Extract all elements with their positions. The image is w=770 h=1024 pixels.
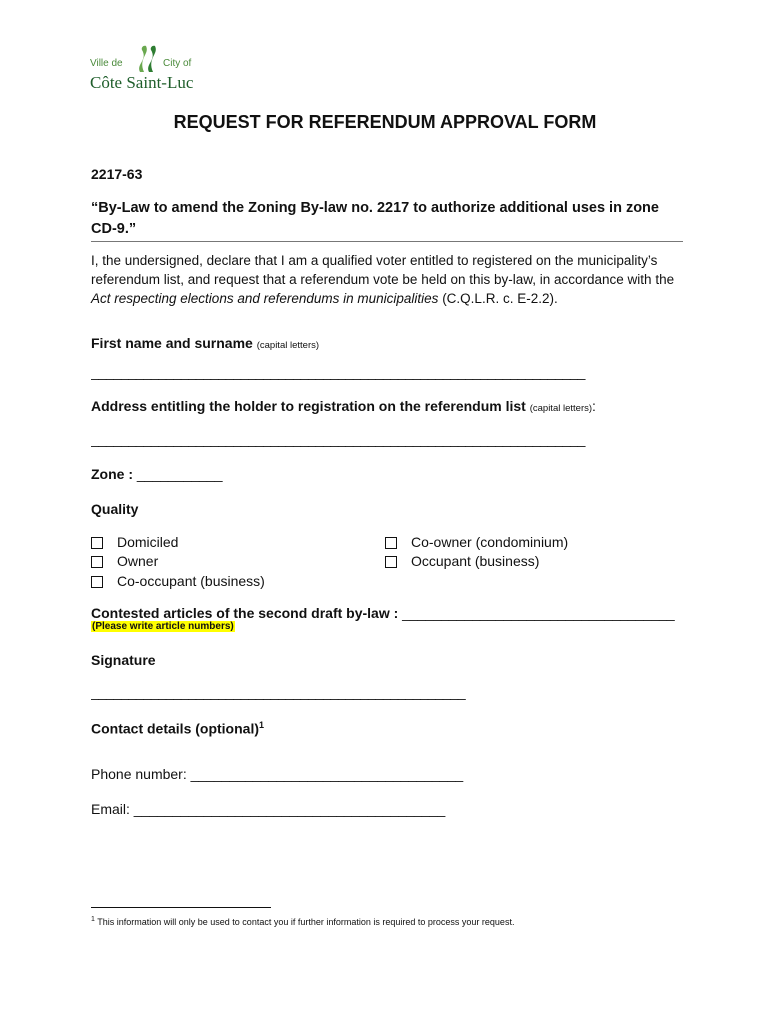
zone-label: Zone : bbox=[91, 466, 137, 482]
name-field-label bbox=[91, 335, 319, 351]
name-input-line[interactable]: __________________________________________________________________ bbox=[91, 364, 586, 380]
option-label: Co-owner (condominium) bbox=[411, 534, 569, 550]
contested-field bbox=[91, 605, 675, 621]
form-title: REQUEST FOR REFERENDUM APPROVAL FORM bbox=[173, 112, 597, 132]
option-label: Co-occupant (business) bbox=[117, 573, 265, 589]
contested-input-line[interactable]: ___________________________________ bbox=[402, 605, 675, 621]
zone-field bbox=[91, 466, 223, 482]
option-co-owner[interactable] bbox=[385, 534, 635, 552]
bylaw-number: 2217-63 bbox=[91, 166, 143, 182]
option-co-occupant[interactable] bbox=[91, 573, 341, 591]
declaration-text bbox=[91, 251, 683, 308]
email-field bbox=[91, 801, 445, 817]
declaration-part1: I, the undersigned, declare that I am a qualified voter entitled to registered on the municipality’s referendum list, and request that a referendum vote be held on this by-law, in accordance with the bbox=[91, 253, 675, 287]
name-label-text: First name and surname bbox=[91, 335, 253, 351]
contested-label: Contested articles of the second draft by-law : bbox=[91, 605, 403, 621]
option-owner[interactable] bbox=[91, 553, 341, 571]
footnote bbox=[91, 916, 514, 927]
city-logo bbox=[90, 44, 200, 98]
contested-note: (Please write article numbers) bbox=[92, 621, 234, 632]
checkbox-occupant[interactable] bbox=[385, 556, 397, 568]
option-label: Owner bbox=[117, 553, 159, 569]
signature-input-line[interactable]: __________________________________________________ bbox=[91, 684, 466, 700]
name-label-hint: (capital letters) bbox=[256, 340, 320, 351]
checkbox-co-occupant[interactable] bbox=[91, 576, 103, 588]
option-label: Occupant (business) bbox=[411, 553, 540, 569]
option-label: Domiciled bbox=[117, 534, 179, 550]
phone-input-line[interactable]: ___________________________________ bbox=[190, 766, 464, 782]
footnote-text: This information will only be used to contact you if further information is required to process your request. bbox=[94, 917, 515, 927]
address-label-text: Address entitling the holder to registration on the referendum list bbox=[91, 398, 526, 414]
email-label: Email: bbox=[91, 801, 134, 817]
act-name: Act respecting elections and referendums in municipalities bbox=[91, 291, 439, 306]
logo-left-word: Ville de bbox=[90, 58, 123, 69]
phone-label: Phone number: bbox=[91, 766, 191, 782]
footnote-ref: 1 bbox=[259, 720, 265, 730]
contact-heading bbox=[91, 720, 264, 737]
option-domiciled[interactable] bbox=[91, 534, 341, 552]
checkbox-co-owner[interactable] bbox=[385, 537, 397, 549]
quality-heading: Quality bbox=[91, 501, 139, 517]
footnote-divider bbox=[91, 907, 271, 908]
logo-city-name: Côte Saint-Luc bbox=[90, 73, 194, 92]
signature-heading: Signature bbox=[91, 652, 156, 668]
address-input-line[interactable]: __________________________________________________________________ bbox=[91, 431, 586, 447]
contact-heading-text: Contact details (optional) bbox=[91, 720, 259, 737]
email-input-line[interactable]: ________________________________________ bbox=[133, 801, 446, 817]
phone-field bbox=[91, 766, 463, 782]
checkbox-owner[interactable] bbox=[91, 556, 103, 568]
address-label-suffix: : bbox=[592, 398, 596, 414]
logo-right-word: City of bbox=[163, 58, 192, 69]
bylaw-title: “By-Law to amend the Zoning By-law no. 2217 to authorize additional uses in zone CD-9.” bbox=[91, 198, 683, 242]
checkbox-domiciled[interactable] bbox=[91, 537, 103, 549]
zone-input-line[interactable]: ___________ bbox=[136, 466, 223, 482]
option-occupant[interactable] bbox=[385, 553, 635, 571]
address-label-hint: (capital letters) bbox=[529, 403, 593, 414]
declaration-part2: (C.Q.L.R. c. E-2.2). bbox=[438, 291, 558, 306]
footnote-marker: 1 bbox=[91, 916, 95, 923]
address-field-label bbox=[91, 398, 596, 414]
leaf-mark-icon bbox=[134, 44, 162, 74]
